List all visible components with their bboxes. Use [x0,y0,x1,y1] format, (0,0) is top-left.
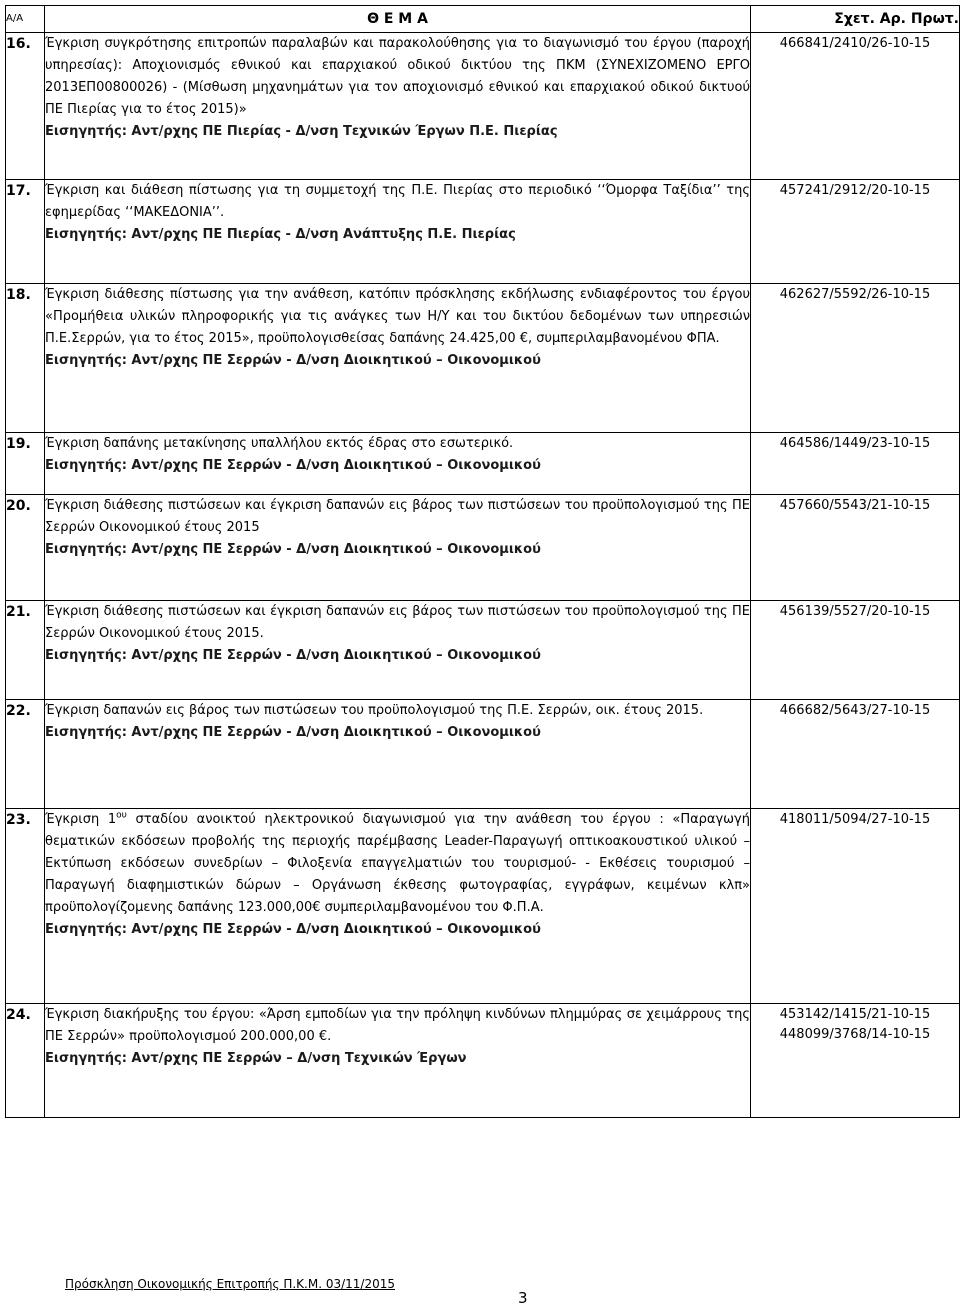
item-description: Έγκριση διάθεσης πιστώσεων και έγκριση δαπανών εις βάρος των πιστώσεων του προϋπολογισμού της ΠΕ Σερρών Οικονομικού έτους 2015. [45,604,750,641]
item-description: Έγκριση και διάθεση πίστωσης για τη συμμετοχή της Π.Ε. Πιερίας στο περιοδικό ‘‘Όμορφα Ταξίδια’’ της εφημερίδας ‘‘ΜΑΚΕΔΟΝΙΑ’’. [45,183,750,220]
item-text-cell [45,180,751,284]
item-description: Έγκριση διάθεσης πιστώσεων και έγκριση δαπανών εις βάρος των πιστώσεων του προϋπολογισμού της ΠΕ Σερρών Οικονομικού έτους 2015 [45,498,750,535]
item-text-cell [45,809,751,1004]
item-description [45,809,750,919]
item-text-cell [45,601,751,700]
item-ref: 466841/2410/26-10-15 [779,36,931,51]
item-number: 22. [6,700,45,809]
item-text-cell [45,33,751,180]
item-ref-cell [751,433,960,495]
table-header-row [6,6,960,33]
item-ref-cell [751,1004,960,1118]
item-number: 20. [6,495,45,601]
item-text-cell [45,284,751,433]
item-number: 19. [6,433,45,495]
item-ref-secondary: 448099/3768/14-10-15 [779,1027,931,1042]
item-number: 21. [6,601,45,700]
header-num: Α/Α [6,6,45,33]
footer-label: Πρόσκληση Οικονομικής Επιτροπής Π.Κ.Μ. 03/11/2015 [65,1277,395,1291]
item-number: 16. [6,33,45,180]
item-number: 24. [6,1004,45,1118]
item-ref-cell [751,33,960,180]
item-description-start: Έγκριση 1 [45,812,117,827]
agenda-row [6,495,960,601]
item-ref-cell [751,495,960,601]
item-rapporteur: Εισηγητής: Αντ/ρχης ΠΕ Πιερίας - Δ/νση Τεχνικών Έργων Π.Ε. Πιερίας [45,124,558,139]
agenda-table [5,5,960,1118]
agenda-row [6,433,960,495]
item-description: Έγκριση δαπάνης μετακίνησης υπαλλήλου εκτός έδρας στο εσωτερικό. [45,436,514,451]
item-number: 18. [6,284,45,433]
item-description-rest: σταδίου ανοικτού ηλεκτρονικού διαγωνισμού για την ανάθεση του έργου : «Παραγωγή θεματικών εκδόσεων προβολής της περιοχής παρέμβασης Leader-Παραγωγή οπτικοακουστικού υλικού – Εκτύπωση εκδόσεων συνεδρίων – Φιλοξενία επαγγελματιών του τουρισμού- - Εκθέσεις τουρισμού – Παραγωγή διαφημιστικών δώρων – Οργάνωση έκθεσης φωτογραφίας, εγγράφων, κειμένων κλπ» προϋπολογίζομενης δαπάνης 123.000,00€ συμπεριλαμβανομένου του Φ.Π.Α. [45,812,750,915]
item-ref-cell [751,809,960,1004]
item-ref: 464586/1449/23-10-15 [779,436,931,451]
item-rapporteur: Εισηγητής: Αντ/ρχης ΠΕ Σερρών - Δ/νση Διοικητικού – Οικονομικού [45,353,541,368]
header-ref: Σχετ. Αρ. Πρωτ. [751,6,960,33]
ordinal-suffix: ου [116,810,127,821]
item-ref: 457241/2912/20-10-15 [779,183,931,198]
item-rapporteur: Εισηγητής: Αντ/ρχης ΠΕ Σερρών – Δ/νση Τεχνικών Έργων [45,1051,467,1066]
item-ref: 466682/5643/27-10-15 [779,703,931,718]
agenda-row [6,1004,960,1118]
item-text-cell [45,495,751,601]
item-text-cell [45,700,751,809]
item-number: 17. [6,180,45,284]
item-description: Έγκριση δαπανών εις βάρος των πιστώσεων του προϋπολογισμού της Π.Ε. Σερρών, οικ. έτους 2015. [45,703,704,718]
item-rapporteur: Εισηγητής: Αντ/ρχης ΠΕ Σερρών - Δ/νση Διοικητικού – Οικονομικού [45,458,541,473]
agenda-row [6,601,960,700]
item-description: Έγκριση διακήρυξης του έργου: «Άρση εμποδίων για την πρόληψη κινδύνων πλημμύρας σε χειμάρρους της ΠΕ Σερρών» προϋπολογισμού 200.000,00 €. [45,1007,750,1044]
agenda-row [6,700,960,809]
item-ref: 457660/5543/21-10-15 [779,498,931,513]
item-ref-cell [751,284,960,433]
item-text-cell [45,433,751,495]
item-ref: 462627/5592/26-10-15 [779,287,931,302]
item-ref-cell [751,180,960,284]
item-rapporteur: Εισηγητής: Αντ/ρχης ΠΕ Σερρών - Δ/νση Διοικητικού – Οικονομικού [45,725,541,740]
item-ref: 456139/5527/20-10-15 [779,604,931,619]
item-rapporteur: Εισηγητής: Αντ/ρχης ΠΕ Πιερίας - Δ/νση Ανάπτυξης Π.Ε. Πιερίας [45,227,516,242]
item-description: Έγκριση συγκρότησης επιτροπών παραλαβών και παρακολούθησης για το διαγωνισμό του έργου (παροχή υπηρεσίας): Αποχιονισμός εθνικού και επαρχιακού οδικού δικτύου της ΠΚΜ (ΣΥΝΕΧΙΖΟΜΕΝΟ ΕΡΓΟ 2013ΕΠ00800026) - (Μίσθωση μηχανημάτων για τον αποχιονισμό εθνικού και επαρχιακού οδικού δικτυού ΠΕ Πιερίας για το έτος 2015)» [45,36,750,117]
page-number: 3 [518,1289,528,1307]
item-number: 23. [6,809,45,1004]
item-ref: 418011/5094/27-10-15 [779,812,931,827]
item-ref-cell [751,700,960,809]
agenda-row [6,809,960,1004]
item-rapporteur: Εισηγητής: Αντ/ρχης ΠΕ Σερρών - Δ/νση Διοικητικού – Οικονομικού [45,648,541,663]
item-description: Έγκριση διάθεσης πίστωσης για την ανάθεση, κατόπιν πρόσκλησης εκδήλωσης ενδιαφέροντος του έργου «Προμήθεια υλικών πληροφορικής για τις ανάγκες των Η/Υ και του δικτύου δεδομένων των υπηρεσιών Π.Ε.Σερρών, για το έτος 2015», προϋπολογισθείσας δαπάνης 24.425,00 €, συμπεριλαμβανομένου ΦΠΑ. [45,287,750,346]
header-topic: Θ Ε Μ Α [45,6,751,33]
agenda-row [6,284,960,433]
agenda-row [6,33,960,180]
item-ref: 453142/1415/21-10-15 [779,1007,931,1022]
agenda-row [6,180,960,284]
item-text-cell [45,1004,751,1118]
item-rapporteur: Εισηγητής: Αντ/ρχης ΠΕ Σερρών - Δ/νση Διοικητικού – Οικονομικού [45,922,541,937]
item-ref-cell [751,601,960,700]
item-rapporteur: Εισηγητής: Αντ/ρχης ΠΕ Σερρών - Δ/νση Διοικητικού – Οικονομικού [45,542,541,557]
